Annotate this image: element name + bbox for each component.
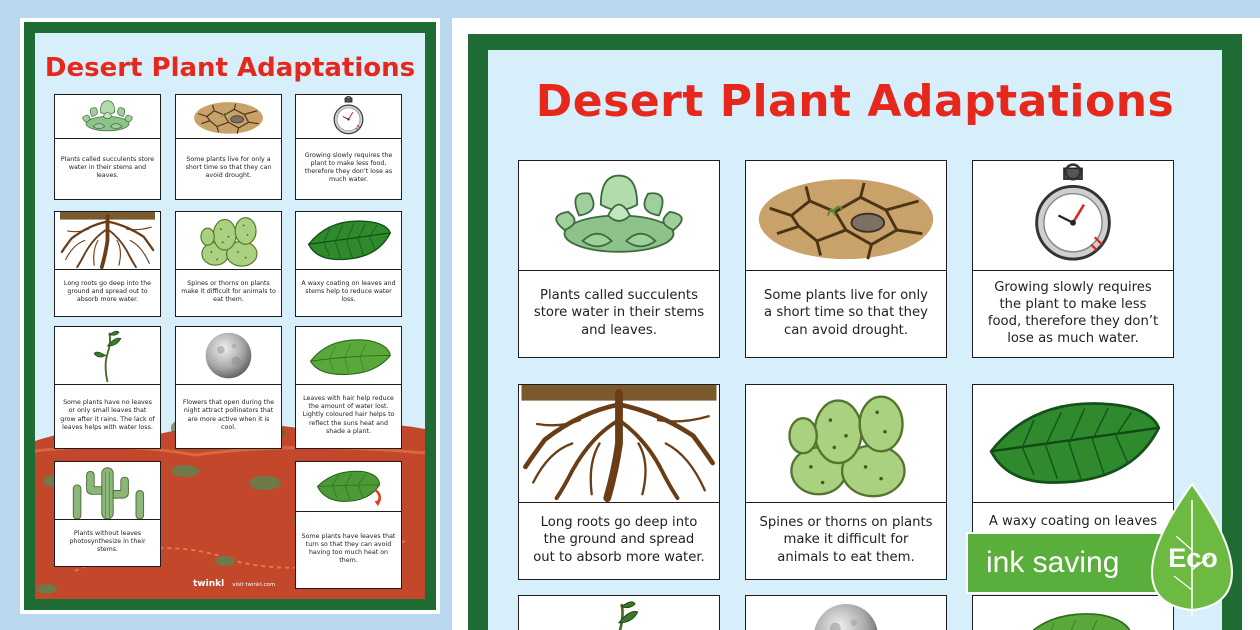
small-poster [20, 18, 440, 614]
moon-icon [176, 327, 281, 384]
large-card-caption: Plants called succulents store water in their stems and leaves. [533, 288, 705, 338]
roots-icon [519, 385, 719, 502]
eco-label: Eco [1168, 543, 1218, 573]
hairy-leaf-icon [973, 596, 1173, 630]
moon-icon [746, 596, 946, 630]
small-card-succulent [54, 94, 161, 200]
large-card-caption: Some plants live for only a short time so that they can avoid drought. [764, 288, 928, 338]
small-card-caption: Plants called succulents store water in their stems and leaves. [60, 155, 155, 180]
waxy-leaf-icon [296, 212, 401, 269]
cracked-earth-icon [176, 95, 281, 138]
ink-saving-label: ink saving [986, 546, 1120, 579]
small-card-caption: Some plants have leaves that turn so that they can avoid having too much heat on them. [301, 532, 396, 565]
small-card-caption: Growing slowly requires the plant to make less food, therefore they don’t lose as much water. [304, 151, 393, 184]
small-card-caption: Long roots go deep into the ground and spread out to absorb more water. [63, 279, 152, 304]
large-card-caption: Spines or thorns on plants make it difficult for animals to eat them. [759, 515, 933, 565]
succulent-icon [519, 161, 719, 270]
small-card-caption: A waxy coating on leaves and stems help to reduce water loss. [301, 279, 396, 304]
small-card-caption: Some plants have no leaves or only small leaves that grow after it rains. The lack of leaves helps with water loss. [60, 399, 155, 431]
stopwatch-icon [973, 161, 1173, 270]
small-card-caption: Some plants live for only a short time so that they can avoid drought. [185, 155, 272, 180]
large-card-roots [518, 384, 720, 580]
large-card-slow-growth [972, 160, 1174, 358]
saguaro-cactus-icon [55, 462, 160, 519]
large-poster-title: Desert Plant Adaptations [535, 76, 1175, 127]
sprout-icon [519, 596, 719, 630]
small-poster-content [35, 33, 425, 599]
small-card-caption: Plants without leaves photosynthesize in their stems. [69, 529, 146, 554]
large-card-night-flowers [745, 595, 947, 630]
small-card-caption: Leaves with hair help reduce the amount of water lost. Lightly coloured hair helps to reflect the suns heat and shade a plant. [302, 395, 395, 435]
small-card-slow-growth [295, 94, 402, 200]
small-card-hairy-leaves [295, 326, 402, 449]
cracked-earth-icon [746, 161, 946, 270]
small-card-stems [54, 461, 161, 567]
small-card-spines [175, 211, 282, 317]
hairy-leaf-icon [296, 327, 401, 384]
small-card-drought [175, 94, 282, 200]
large-card-drought [745, 160, 947, 358]
roots-icon [55, 212, 160, 269]
large-card-caption: Long roots go deep into the ground and spread out to absorb more water. [533, 515, 705, 565]
waxy-leaf-icon [973, 385, 1173, 502]
stopwatch-icon [296, 95, 401, 138]
small-card-no-leaves [54, 326, 161, 449]
sprout-icon [55, 327, 160, 384]
large-card-caption: Growing slowly requires the plant to make less food, therefore they don’t lose as much water. [987, 279, 1159, 347]
small-card-night-flowers [175, 326, 282, 449]
turning-leaf-icon [296, 462, 401, 511]
large-card-hairy-leaves [972, 595, 1174, 630]
small-card-waxy [295, 211, 402, 317]
small-card-caption: Spines or thorns on plants make it difficult for animals to eat them. [181, 279, 276, 304]
small-card-caption: Flowers that open during the night attract pollinators that are more active when it is cool. [182, 399, 275, 431]
twinkl-brand: twinkl [193, 579, 225, 589]
small-card-roots [54, 211, 161, 317]
large-card-spines [745, 384, 947, 580]
small-card-turning-leaves [295, 461, 402, 589]
succulent-icon [55, 95, 160, 138]
large-card-caption: A waxy coating on leaves [988, 514, 1158, 529]
small-poster-title: Desert Plant Adaptations [44, 53, 416, 83]
twinkl-url: visit twinkl.com [232, 582, 276, 588]
cactus-icon [746, 385, 946, 502]
cactus-icon [176, 212, 281, 269]
twinkl-logo [193, 571, 275, 590]
large-card-no-leaves [518, 595, 720, 630]
large-card-succulent [518, 160, 720, 358]
